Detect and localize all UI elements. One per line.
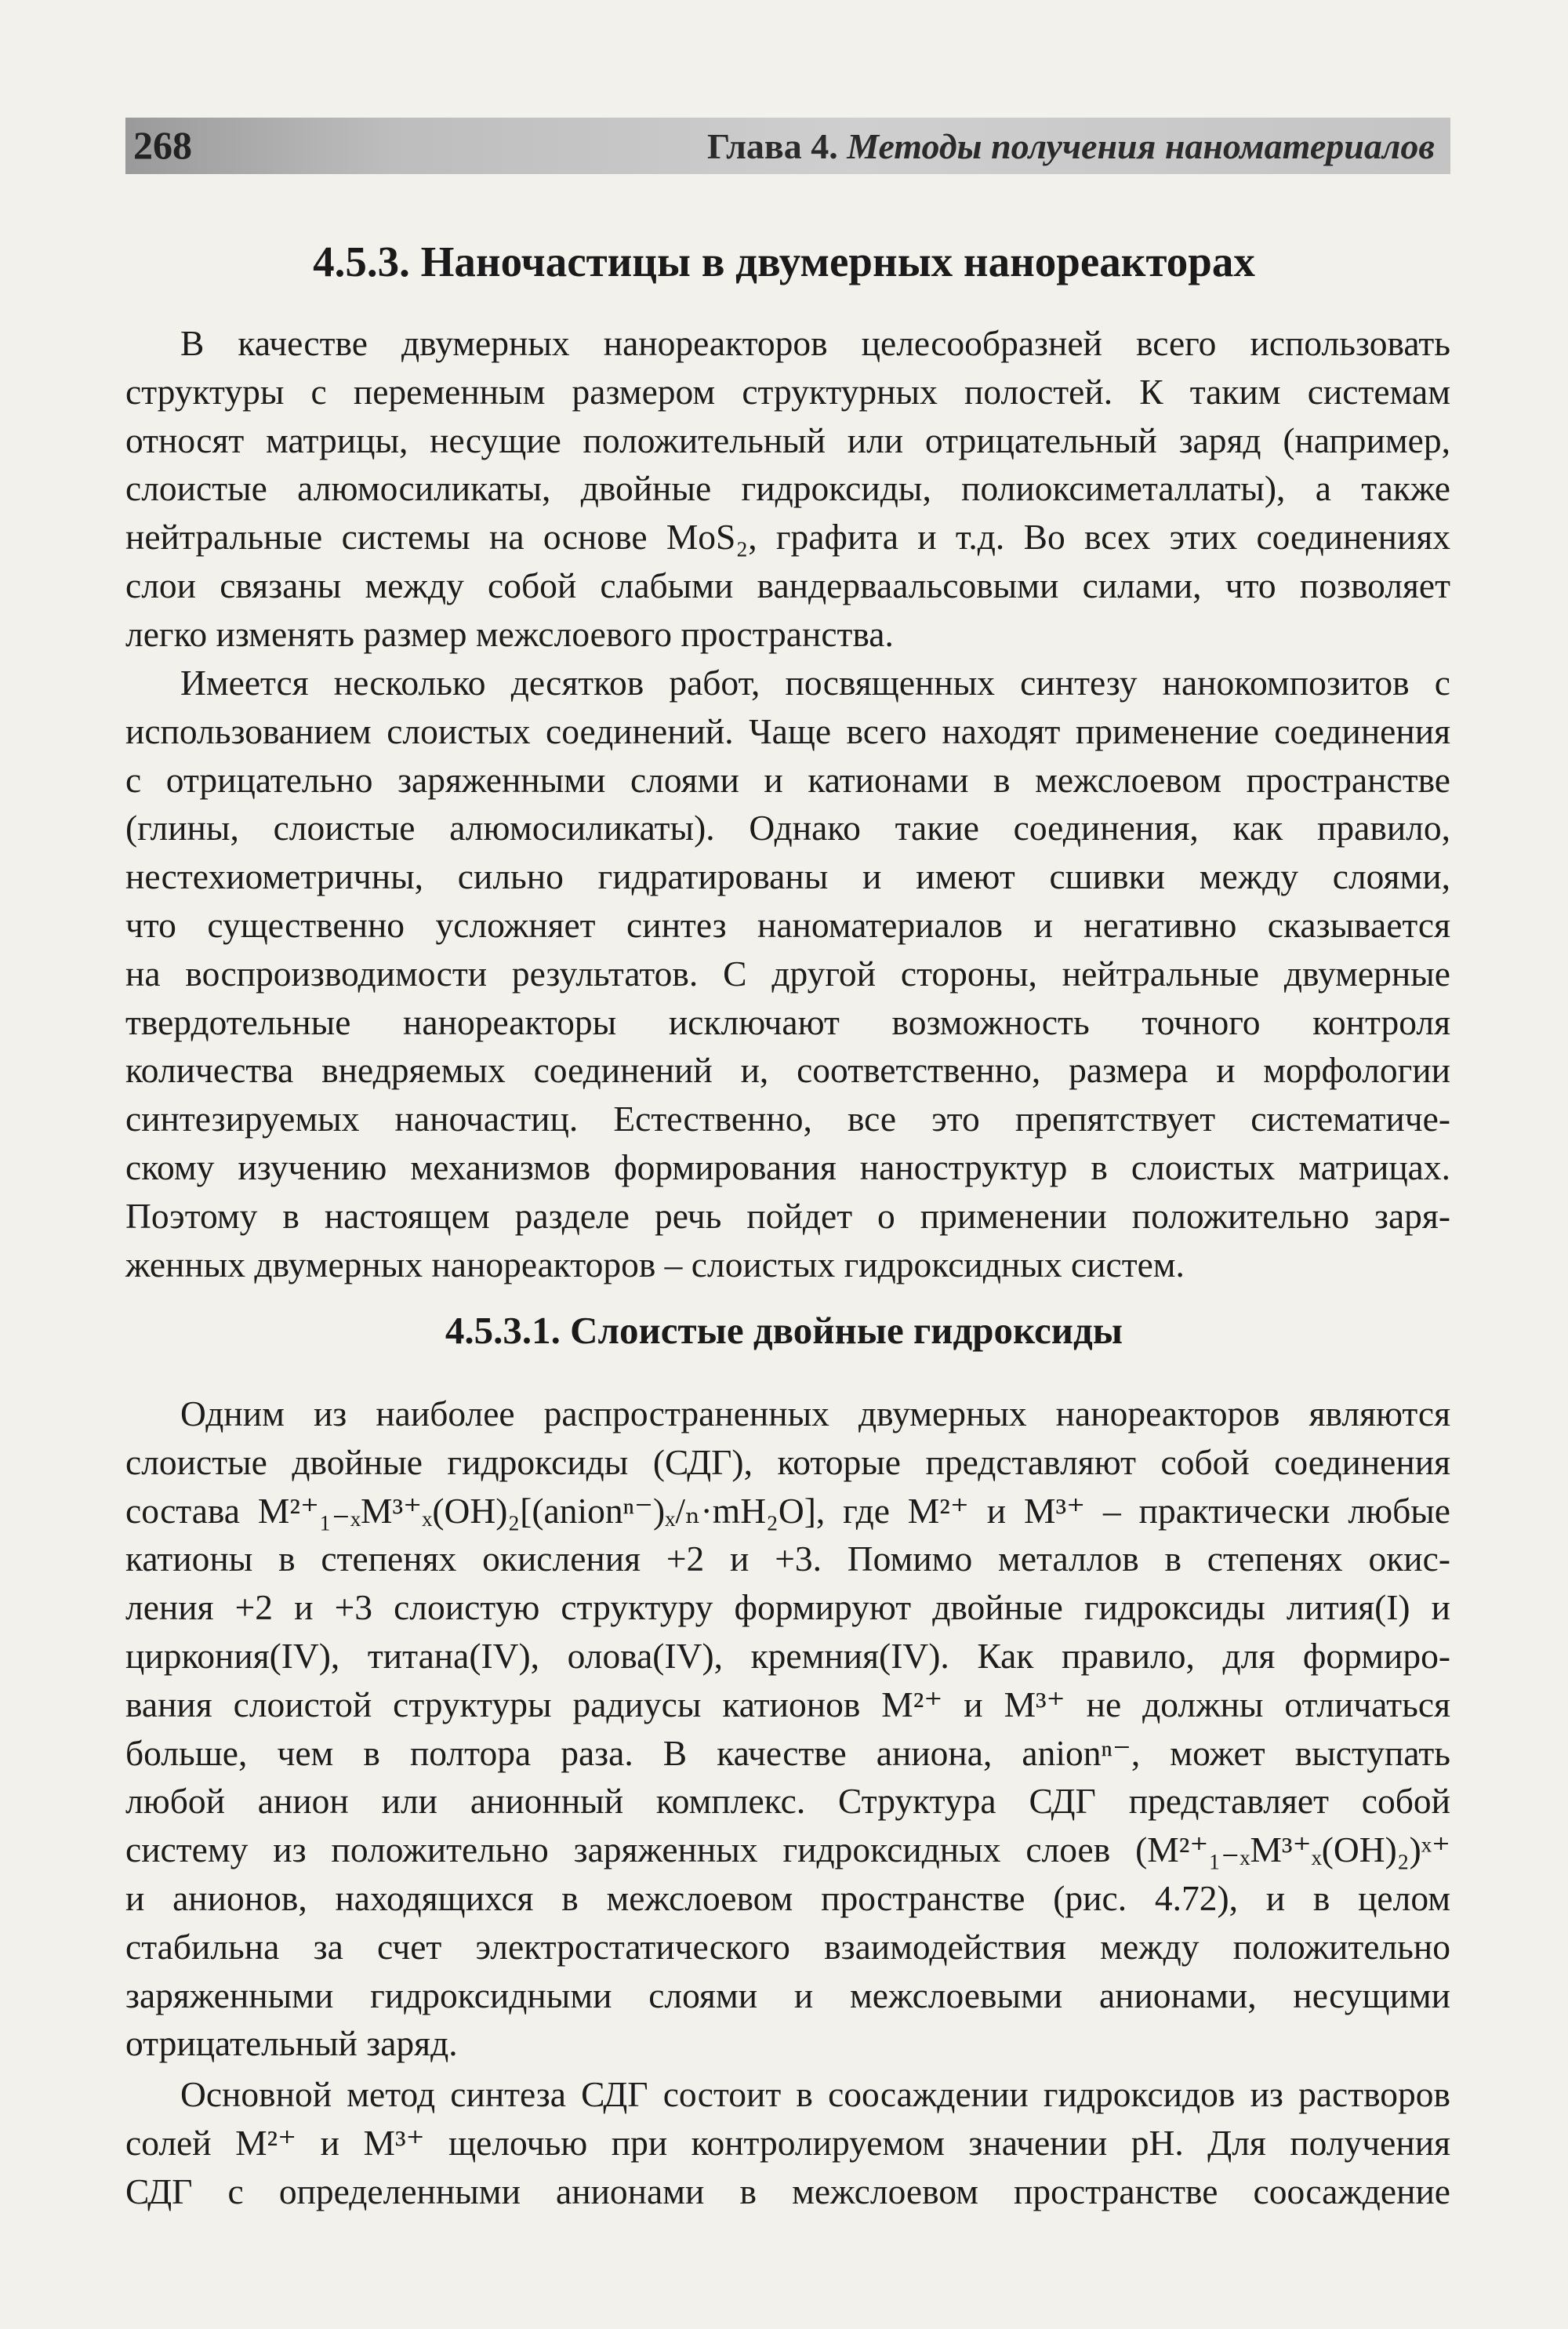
text-line: стабильна за счет электростатического взаимодействия между положительно bbox=[125, 1926, 1450, 1967]
text-line: слоистые двойные гидроксиды (СДГ), которые представляют собой соединения bbox=[125, 1441, 1450, 1482]
text-line: что существенно усложняет синтез наноматериалов и негативно сказывается bbox=[125, 904, 1450, 945]
text-line: Одним из наиболее распространенных двумерных нанореакторов являются bbox=[180, 1393, 1450, 1433]
text-line: на воспроизводимости результатов. С другой стороны, нейтральные двумерные bbox=[125, 953, 1450, 994]
text-line: (глины, слоистые алюмосиликаты). Однако такие соединения, как правило, bbox=[125, 808, 1450, 848]
text-line: солей M²⁺ и M³⁺ щелочью при контролируемом значении pH. Для получения bbox=[125, 2122, 1450, 2163]
text-line: В качестве двумерных нанореакторов целесообразней всего использовать bbox=[180, 323, 1450, 363]
text-line: ления +2 и +3 слоистую структуру формируют двойные гидроксиды лития(I) и bbox=[125, 1587, 1450, 1628]
text-line: Поэтому в настоящем разделе речь пойдет о применении положительно заря- bbox=[125, 1195, 1450, 1236]
text-line: нейтральные системы на основе MoS₂, графита и т.д. Во всех этих соединениях bbox=[125, 517, 1450, 558]
text-line: структуры с переменным размером структурных полостей. К таким системам bbox=[125, 371, 1450, 412]
text-line: с отрицательно заряженными слоями и катионами в межслоевом пространстве bbox=[125, 759, 1450, 800]
subsection-heading: 4.5.3.1. Слоистые двойные гидроксиды bbox=[445, 1309, 1123, 1352]
section-heading: 4.5.3. Наночастицы в двумерных нанореакторах bbox=[313, 238, 1255, 285]
text-line: СДГ с определенными анионами в межслоевом пространстве соосаждение bbox=[125, 2171, 1450, 2211]
text-line: отрицательный заряд. bbox=[125, 2023, 458, 2064]
text-line: и анионов, находящихся в межслоевом пространстве (рис. 4.72), и в целом bbox=[125, 1877, 1450, 1918]
page-number: 268 bbox=[133, 123, 192, 167]
text-line: Имеется несколько десятков работ, посвященных синтезу нанокомпозитов с bbox=[180, 663, 1450, 703]
text-line: больше, чем в полтора раза. В качестве аниона, anionⁿ⁻, может выступать bbox=[125, 1732, 1450, 1773]
text-line: синтезируемых наночастиц. Естественно, все это препятствует систематиче- bbox=[125, 1099, 1450, 1139]
text-line: использованием слоистых соединений. Чаще всего находят применение соединения bbox=[125, 710, 1450, 751]
paragraph-1 bbox=[125, 319, 1450, 659]
text-line: нестехиометричны, сильно гидратированы и имеют сшивки между слоями, bbox=[125, 856, 1450, 897]
chapter-label: Глава 4. bbox=[706, 126, 838, 166]
chapter-title: Методы получения наноматериалов bbox=[847, 126, 1435, 166]
text-line: любой анион или анионный комплекс. Структура СДГ представляет собой bbox=[125, 1781, 1450, 1822]
text-line: слои связаны между собой слабыми вандерваальсовыми силами, что позволяет bbox=[125, 565, 1450, 605]
text-line: женных двумерных нанореакторов – слоистых гидроксидных систем. bbox=[125, 1244, 1185, 1284]
text-line: количества внедряемых соединений и, соответственно, размера и морфологии bbox=[125, 1050, 1450, 1091]
text-line: катионы в степенях окисления +2 и +3. Помимо металлов в степенях окис- bbox=[125, 1539, 1450, 1579]
text-line: заряженными гидроксидными слоями и межслоевыми анионами, несущими bbox=[125, 1975, 1450, 2015]
paragraph-3 bbox=[125, 1390, 1450, 2068]
text-line: Основной метод синтеза СДГ состоит в соосаждении гидроксидов из растворов bbox=[180, 2074, 1450, 2114]
text-line: твердотельные нанореакторы исключают возможность точного контроля bbox=[125, 1001, 1450, 1042]
text-line: слоистые алюмосиликаты, двойные гидроксиды, полиоксиметаллаты), а также bbox=[125, 468, 1450, 509]
paragraph-2 bbox=[125, 659, 1450, 1288]
text-line: вания слоистой структуры радиусы катионов M²⁺ и M³⁺ не должны отличаться bbox=[125, 1684, 1450, 1724]
text-line: скому изучению механизмов формирования наноструктур в слоистых матрицах. bbox=[125, 1146, 1450, 1187]
text-line: легко изменять размер межслоевого пространства. bbox=[125, 613, 894, 654]
running-head bbox=[707, 125, 1435, 167]
text-line: относят матрицы, несущие положительный или отрицательный заряд (например, bbox=[125, 420, 1450, 460]
paragraph-4 bbox=[125, 2070, 1450, 2215]
text-line: систему из положительно заряженных гидроксидных слоев (M²⁺₁₋ₓM³⁺ₓ(OH)₂)ˣ⁺ bbox=[125, 1829, 1450, 1870]
text-line: состава M²⁺₁₋ₓM³⁺ₓ(OH)₂[(anionⁿ⁻)ₓ/ₙ·mH₂O], где M²⁺ и M³⁺ – практически любые bbox=[125, 1490, 1450, 1531]
text-line: циркония(IV), титана(IV), олова(IV), кремния(IV). Как правило, для формиро- bbox=[125, 1635, 1450, 1676]
